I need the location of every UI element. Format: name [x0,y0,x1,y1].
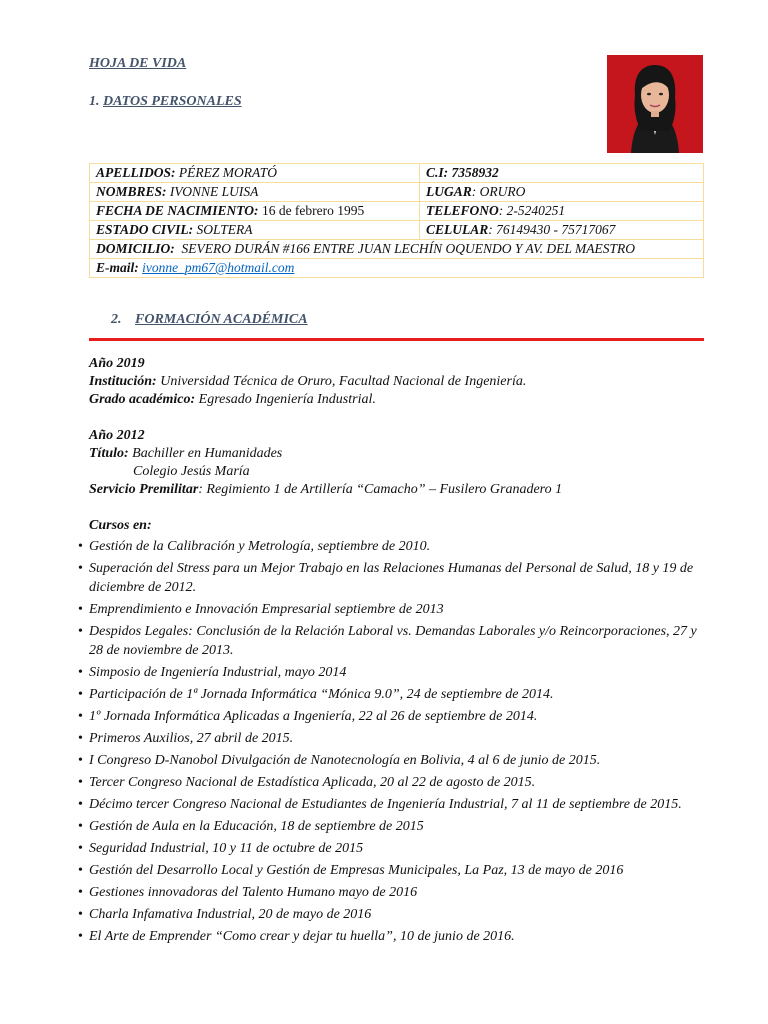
list-item: • El Arte de Emprender “Como crear y dejar tu huella”, 10 de junio de 2016. [78,929,515,944]
service-line: Servicio Premilitar: Regimiento 1 de Artillería “Camacho” – Fusilero Granadero 1 [89,482,563,497]
domicilio-cell: DOMICILIO: SEVERO DURÁN #166 ENTRE JUAN LECHÍN OQUENDO Y AV. DEL MAESTRO [90,240,704,259]
section-number: 1. [89,94,100,109]
degree-line: Grado académico: Egresado Ingeniería Industrial. [89,392,376,407]
section-title: DATOS PERSONALES [103,94,242,109]
courses-list [78,537,709,946]
section-heading-personal [89,94,242,110]
fecha-cell: FECHA DE NACIMIENTO: 16 de febrero 1995 [90,202,420,221]
list-item: • Simposio de Ingeniería Industrial, mayo 2014 [78,665,347,680]
list-item: • Gestión de la Calibración y Metrología, septiembre de 2010. [78,539,431,554]
year-heading: Año 2012 [89,428,145,443]
list-item: • 1º Jornada Informática Aplicadas a Ingeniería, 22 al 26 de septiembre de 2014. [78,709,538,724]
list-item: • Primeros Auxilios, 27 abril de 2015. [78,731,294,746]
personal-data-table [89,163,704,278]
list-item: • Gestión de Aula en la Educación, 18 de septiembre de 2015 [78,819,424,834]
list-item: • Tercer Congreso Nacional de Estadística Aplicada, 20 al 22 de agosto de 2015. [78,775,536,790]
list-item: • Décimo tercer Congreso Nacional de Estudiantes de Ingeniería Industrial, 7 al 11 de septiembre de 2015. [78,797,682,812]
courses-heading: Cursos en: [89,518,152,533]
celular-cell: CELULAR: 76149430 - 75717067 [420,221,704,240]
table-row [90,240,704,259]
profile-photo [607,55,703,153]
document-title: HOJA DE VIDA [89,56,187,71]
table-row [90,259,704,278]
table-row [90,221,704,240]
list-item: • Participación de 1ª Jornada Informática “Mónica 9.0”, 24 de septiembre de 2014. [78,687,554,702]
ci-cell: C.I: 7358932 [420,164,704,183]
list-item: • I Congreso D-Nanobol Divulgación de Nanotecnología en Bolivia, 4 al 6 de junio de 2015. [78,753,601,768]
table-row [90,202,704,221]
table-row [90,164,704,183]
section-number: 2. [111,312,122,327]
list-item: • Seguridad Industrial, 10 y 11 de octubre de 2015 [78,841,364,856]
list-item: • Charla Infamativa Industrial, 20 de mayo de 2016 [78,907,372,922]
section-title: FORMACIÓN ACADÉMICA [135,312,308,327]
institution-line: Institución: Universidad Técnica de Oruro, Facultad Nacional de Ingeniería. [89,374,527,389]
list-item: • Superación del Stress para un Mejor Trabajo en las Relaciones Humanas del Personal de Salud, 18 y 19 de diciembre de 2012. [78,561,694,595]
list-item: • Emprendimiento e Innovación Empresarial septiembre de 2013 [78,602,444,617]
title-line: Título: Bachiller en Humanidades [89,446,283,461]
list-item: • Despidos Legales: Conclusión de la Relación Laboral vs. Demandas Laborales y/o Reincorporaciones, 27 y 28 de noviembre de 2013. [78,624,697,658]
email-cell: E-mail: ivonne_pm67@hotmail.com [90,259,704,278]
year-heading: Año 2019 [89,356,145,371]
table-row [90,183,704,202]
list-item: • Gestiones innovadoras del Talento Humano mayo de 2016 [78,885,418,900]
section-heading-education [111,312,308,328]
lugar-cell: LUGAR: ORURO [420,183,704,202]
education-body [78,355,709,949]
nombres-cell: NOMBRES: IVONNE LUISA [90,183,420,202]
email-link[interactable]: ivonne_pm67@hotmail.com [142,260,295,275]
section-divider [89,338,704,341]
estado-cell: ESTADO CIVIL: SOLTERA [90,221,420,240]
school-line: Colegio Jesús María [133,464,250,479]
list-item: • Gestión del Desarrollo Local y Gestión de Empresas Municipales, La Paz, 13 de mayo de 2016 [78,863,624,878]
apellidos-cell: APELLIDOS: PÉREZ MORATÓ [90,164,420,183]
telefono-cell: TELEFONO: 2-5240251 [420,202,704,221]
